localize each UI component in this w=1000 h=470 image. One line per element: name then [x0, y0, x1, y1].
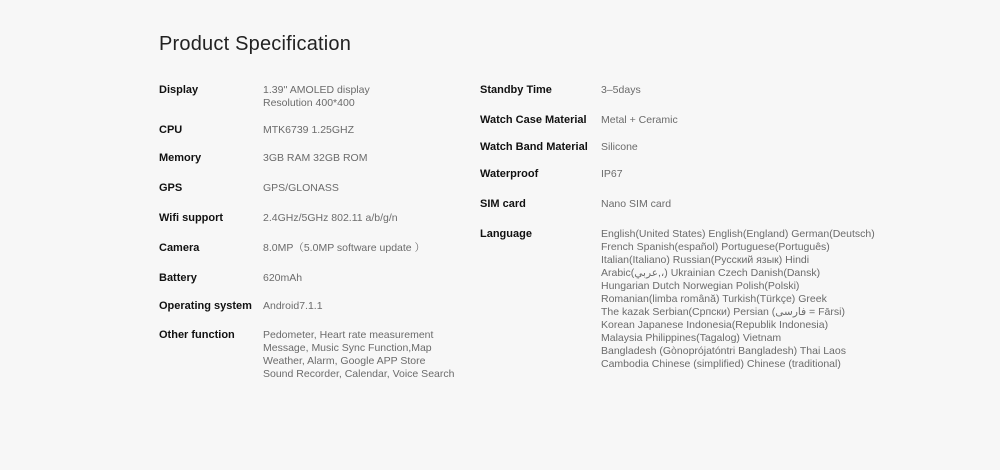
spec-label-cpu: CPU: [159, 124, 183, 136]
spec-label-display: Display: [159, 84, 199, 96]
language-line: Arabic(عربي,،) Ukrainian Czech Danish(Dansk): [601, 267, 821, 279]
language-line: Bangladesh (Gònoprójatóntri Bangladesh) Thai Laos: [601, 345, 846, 357]
spec-label-case-material: Watch Case Material: [480, 114, 587, 126]
language-line: French Spanish(español) Portuguese(Português): [601, 241, 830, 253]
spec-value-line: Weather, Alarm, Google APP Store: [263, 355, 426, 367]
language-line: Romanian(limba română) Turkish(Türkçe) Greek: [601, 293, 827, 305]
spec-value-standby: 3–5days: [601, 84, 641, 96]
language-line: The kazak Serbian(Српски) Persian (فارسی = Fārsi): [601, 306, 845, 318]
spec-value-memory: 3GB RAM 32GB ROM: [263, 152, 368, 164]
spec-label-language: Language: [480, 228, 532, 240]
spec-label-gps: GPS: [159, 182, 183, 194]
spec-label-band-material: Watch Band Material: [480, 141, 588, 153]
spec-value-cpu: MTK6739 1.25GHZ: [263, 124, 355, 136]
spec-value-gps: GPS/GLONASS: [263, 182, 339, 194]
spec-value-band-material: Silicone: [601, 141, 638, 153]
spec-value-display: [263, 84, 370, 110]
spec-value-case-material: Metal + Ceramic: [601, 114, 678, 126]
spec-label-standby: Standby Time: [480, 84, 552, 96]
spec-value-os: Android7.1.1: [263, 300, 323, 312]
page-title: Product Specification: [159, 33, 352, 55]
spec-value-battery: 620mAh: [263, 272, 303, 284]
language-line: English(United States) English(England) German(Deutsch): [601, 228, 875, 240]
spec-label-camera: Camera: [159, 242, 200, 254]
spec-label-wifi: Wifi support: [159, 212, 224, 224]
spec-value-other-function: [263, 329, 454, 381]
spec-value-camera: 8.0MP（5.0MP software update ）: [263, 242, 426, 254]
spec-label-sim: SIM card: [480, 198, 526, 210]
language-line: Hungarian Dutch Norwegian Polish(Polski): [601, 280, 800, 292]
spec-label-os: Operating system: [159, 300, 252, 312]
spec-value-line: Resolution 400*400: [263, 97, 355, 109]
spec-value-language: [601, 228, 875, 371]
language-line: Cambodia Chinese (simplified) Chinese (traditional): [601, 358, 841, 370]
spec-label-waterproof: Waterproof: [480, 168, 539, 180]
language-line: Malaysia Philippines(Tagalog) Vietnam: [601, 332, 782, 344]
spec-value-sim: Nano SIM card: [601, 198, 672, 210]
spec-label-other-function: Other function: [159, 329, 235, 341]
spec-label-battery: Battery: [159, 272, 197, 284]
language-line: Korean Japanese Indonesia(Republik Indonesia): [601, 319, 829, 331]
spec-value-line: Pedometer, Heart rate measurement: [263, 329, 434, 341]
spec-value-line: 1.39'' AMOLED display: [263, 84, 370, 96]
spec-value-waterproof: IP67: [601, 168, 623, 180]
language-line: Italian(Italiano) Russian(Русский язык) Hindi: [601, 254, 810, 266]
spec-value-line: Message, Music Sync Function,Map: [263, 342, 432, 354]
spec-value-wifi: 2.4GHz/5GHz 802.11 a/b/g/n: [263, 212, 398, 224]
spec-value-line: Sound Recorder, Calendar, Voice Search: [263, 368, 455, 380]
spec-label-memory: Memory: [159, 152, 202, 164]
